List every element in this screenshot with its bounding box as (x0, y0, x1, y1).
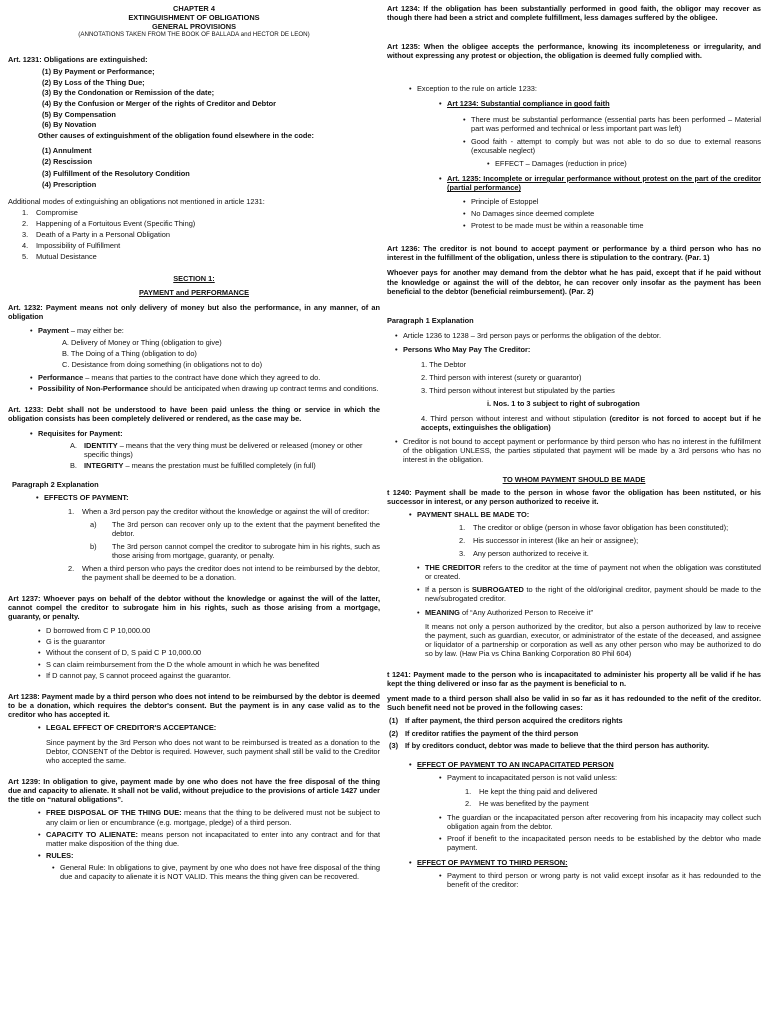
annotation-source: (ANNOTATIONS TAKEN FROM THE BOOK OF BALLADA and HECTOR DE LEON) (78, 31, 310, 39)
list-number: 3. (22, 229, 29, 239)
other-mode-item: (4) Prescription (42, 180, 97, 190)
case-number: (3) (389, 740, 399, 750)
incapacitated-item: • Proof if benefit to the incapacitated person needs to be established by the debtor who made payment. (447, 834, 761, 852)
incapacitated-heading: • EFFECT OF PAYMENT TO AN INCAPACITATED PERSON (417, 760, 761, 769)
rules-heading: • RULES: (46, 851, 380, 860)
list-item: Happening of a Fortuitous Event (Specific Thing) (36, 218, 196, 228)
integrity-label: INTEGRITY (84, 461, 124, 471)
article-1241: t 1241: Payment made to the person who is incapacitated to administer his property all be valid if he has kept the thing delivered or inso far as the payment is beneficial to n. (387, 670, 761, 689)
list-number: 2. (465, 798, 472, 808)
additional-list (8, 207, 380, 262)
modes-list (42, 67, 380, 131)
example-item: • D borrowed from C P 10,000.00 (46, 625, 380, 636)
mode-item: (2) By Loss of the Thing Due; (42, 77, 145, 87)
chapter-heading: CHAPTER 4 (173, 4, 215, 13)
who-may-item: 1. The Debtor (421, 359, 467, 369)
list-item: Mutual Desistance (36, 251, 97, 261)
case-number: (2) (389, 728, 399, 738)
mode-item: (1) By Payment or Performance; (42, 67, 155, 77)
list-number: 1. (459, 522, 466, 532)
effect-1b: The 3rd person cannot compel the creditor to subrogate him in his rights, such as those arising from mortgage, guaranty, or penalty. (112, 541, 380, 560)
legal-effect-heading: • LEGAL EFFECT OF CREDITOR'S ACCEPTANCE: (46, 723, 380, 732)
substantial-item: • Good faith - attempt to comply but was not able to do so due to external reasons (excusable neglect) (471, 137, 761, 155)
payment-text: – may either be: (68, 325, 124, 335)
nonperformance-bullet (38, 384, 380, 393)
example-item: • Without the consent of D, S paid C P 10,000.00 (46, 647, 380, 658)
free-disposal-text: means that the thing to be delivered must not be subject to any claim or lien or encumbrance (e.g. mortgage, pledge) of a third person. (46, 808, 380, 827)
article-1238: Art 1238: Payment made by a third person who does not intend to be reimbursed by the debtor is deemed to be a donation, which requires the debtor's consent. But the payment is in any case valid as to the creditor who has accepted it. (8, 691, 380, 719)
article-1241-par2: yment made to a third person shall also be valid in so far as it has redounded to the nefit of the creditor. Such benefit need not be proved in the following cases: (387, 694, 761, 713)
payment-label: Payment (38, 325, 69, 335)
capacity-bullet (46, 830, 380, 848)
meaning-heading: • MEANING of “Any Authorized Person to Receive it” (425, 608, 761, 617)
effect-1: When a 3rd person pay the creditor without the knowledge or against the will of creditor: (82, 506, 370, 516)
to-whom-heading: TO WHOM PAYMENT SHOULD BE MADE (502, 474, 646, 484)
example-item: • G is the guarantor (46, 636, 380, 647)
example-item: • S can claim reimbursement from the D the whole amount in which he was benefited (46, 659, 380, 670)
nonperformance-text: should be anticipated when drawing up contract terms and conditions. (148, 383, 379, 393)
incapacitated-item: • The guardian or the incapacitated person after recovering from his incapacity may collect such obligation again from the debtor. (447, 813, 761, 831)
effects-heading: • EFFECTS OF PAYMENT: (44, 493, 380, 502)
payment-item: A. Delivery of Money or Thing (obligation to give) (62, 338, 222, 348)
additional-modes: Additional modes of extinguishing an obligations not mentioned in article 1231: (8, 197, 265, 207)
nonperformance-label: Possibility of Non-Performance (38, 383, 149, 393)
mode-item: (6) By Novation (42, 120, 97, 130)
case-item: If after payment, the third person acquired the creditors rights (405, 716, 623, 726)
creditor-not-bound: • Creditor is not bound to accept payment or performance by third person who has no interest in the fulfillment of the obligation UNLESS, the parties stipulated that payment will be made by a 3rd persons who has no interest in the obligation. (403, 437, 761, 464)
capacity-label: CAPACITY TO ALIENATE: (46, 829, 138, 839)
other-mode-item: (2) Rescission (42, 157, 93, 167)
article-1232: Art. 1232: Payment means not only delivery of money but also the performance, in any manner, of an obligation (8, 302, 380, 321)
article-1235: Art 1235: When the obligee accepts the performance, knowing its incompleteness or irregularity, and without expressing any protest or objection, the obligation is deemed fully complied with. (387, 42, 761, 61)
right-column (387, 4, 761, 890)
payment-item: B. The Doing of a Thing (obligation to do) (62, 349, 197, 359)
list-number: 4. (22, 240, 29, 250)
performance-label: Performance (38, 372, 84, 382)
list-item: The creditor or oblige (person in whose favor obligation has been constituted); (473, 522, 729, 532)
made-to-heading: • PAYMENT SHALL BE MADE TO: (417, 510, 761, 519)
mode-item: (4) By the Confusion or Merger of the rights of Creditor and Debtor (42, 98, 277, 108)
partial-item: • No Damages since deemed complete (471, 208, 761, 220)
integrity-text: – means the prestation must be fulfilled completely (in full) (123, 461, 316, 471)
article-1236-par2: Whoever pays for another may demand from the debtor what he has paid, except that if he paid without the knowledge or against the will of the debtor, he can recover only insofar as the payment has been beneficial to the debtor (beneficial reimbursement). (Par. 2) (387, 268, 761, 296)
art-1234-subheading: • Art 1234: Substantial compliance in good faith (447, 99, 761, 108)
other-modes-list (42, 145, 380, 191)
identity-label: IDENTITY (84, 441, 118, 451)
creditor-definition: • THE CREDITOR refers to the creditor at the time of payment not when the obligation was constituted or created. (425, 563, 761, 581)
list-number: 3. (459, 549, 466, 559)
subrogation-note: i. Nos. 1 to 3 subject to right of subrogation (487, 398, 640, 408)
list-item: Any person authorized to receive it. (473, 549, 589, 559)
list-item: He was benefited by the payment (479, 798, 589, 808)
effect-2: When a third person who pays the creditor does not intend to be reimbursed by the debtor, the payment shall be deemed to be a donation. (82, 564, 380, 583)
who-may-item: 3. Third person without interest but stipulated by the parties (421, 385, 615, 395)
other-mode-item: (1) Annulment (42, 145, 92, 155)
third-person-heading: • EFFECT OF PAYMENT TO THIRD PERSON: (417, 858, 761, 867)
performance-text: – means that parties to the contract have done which they agreed to do. (83, 372, 321, 382)
free-disposal-bullet (46, 808, 380, 826)
case-number: (1) (389, 716, 399, 726)
capacity-text: means person not incapacitated to enter into any contract and for that matter make disposition of the thing due. (46, 829, 380, 848)
mode-item: (3) By the Condonation or Remission of the date; (42, 88, 215, 98)
effect-damages: • EFFECT – Damages (reduction in price) (495, 159, 761, 168)
other-causes: Other causes of extinguishment of the obligation found elsewhere in the code: (38, 130, 314, 140)
rule-item: • General Rule: In obligations to give, payment by one who does not have free disposal of the thing due and capacity to alienate it is NOT VALID. This means the thing given can be recovered. (60, 863, 380, 881)
who-may-item: 2. Third person with interest (surety or guarantor) (421, 372, 582, 382)
who-may-pay-heading: • Persons Who May Pay The Creditor: (403, 345, 761, 354)
list-number: 1. (465, 786, 472, 796)
chapter-title: EXTINGUISHMENT OF OBLIGATIONS (128, 13, 260, 23)
identity-text: – means that the very thing must be delivered or released (money or other specific things) (84, 441, 363, 460)
list-number: 5. (22, 251, 29, 261)
list-item: Compromise (36, 207, 78, 217)
other-mode-item: (3) Fulfillment of the Resolutory Condition (42, 168, 190, 178)
subrogated-note: • If a person is SUBROGATED to the right of the old/original creditor, payment should be made to the new/subrogated creditor. (425, 585, 761, 603)
exception-bullet: • Exception to the rule on article 1233: (417, 84, 761, 93)
requisites-heading: • Requisites for Payment: (38, 429, 380, 438)
list-number: 2. (22, 218, 29, 228)
free-disposal-label: FREE DISPOSAL OF THE THING DUE: (46, 808, 182, 818)
paragraph-1-item: • Article 1236 to 1238 – 3rd person pays or performs the obligation of the debtor. (403, 331, 761, 340)
meaning-body: It means not only a person authorized by the creditor, but also a person authorized by law to receive the payment, such as guardian, executor, or administrator of the estate of the deceased, and assignee or liquidator of a partnership or corporation as well as any other person who may be authorized to do so by law. (Haw Pia vs China Banking Corporation 80 Phil 604) (425, 621, 761, 658)
article-1236: Art 1236: The creditor is not bound to accept payment or performance by a third person who has no interest in the fulfillment of the obligation, unless there is stipulation to the contrary. (Par. 1) (387, 244, 761, 263)
example-item: • If D cannot pay, S cannot proceed against the guarantor. (46, 670, 380, 681)
partial-item: • Protest to be made must be within a reasonable time (471, 220, 761, 232)
mode-item: (5) By Compensation (42, 109, 116, 119)
section-title: PAYMENT and PERFORMANCE (138, 287, 250, 297)
article-1231: Art. 1231: Obligations are extinguished: (8, 55, 148, 65)
payment-item: C. Desistance from doing something (in obligations not to do) (62, 360, 263, 370)
partial-item: • Principle of Estoppel (471, 196, 761, 208)
legal-effect-text: Since payment by the 3rd Person who does not want to be reimbursed is treated as a donation to the Debtor, CONSENT of the Debtor is required. However, such payment shall still be valid to the Creditor who accepted the same. (46, 737, 380, 766)
case-item: If by creditors conduct, debtor was made to believe that the third person has authority. (405, 740, 710, 750)
list-number: 1. (22, 207, 29, 217)
article-1233: Art. 1233: Debt shall not be understood to have been paid unless the thing or service in which the obligation consists has been completely delivered or rendered, as the case may be. (8, 404, 380, 423)
article-1237: Art 1237: Whoever pays on behalf of the debtor without the knowledge or against the will of the latter, cannot compel the creditor to subrogate him in his rights, such as those arising from a mortgage, guaranty, or penalty. (8, 594, 380, 622)
section-heading: SECTION 1: (173, 273, 215, 283)
list-item: Death of a Party in a Personal Obligation (36, 229, 170, 239)
left-column: CHAPTER 4 EXTINGUISHMENT OF OBLIGATIONS GENERAL PROVISIONS (ANNOTATIONS TAKEN FROM THE BOOK OF BALLADA and HECTOR DE LEON) Art. 1231: Obligations are extinguished: (1) By Payment or Performance; (2) By Loss of the Thing Due; (3) By the Condonation or Remission of the date; (4) By the Confusion or Merger of the rights of Creditor and Debtor (5) By Compensation (6) By Novation Other causes of extinguishment of the obligation found elsewhere in the code: (1) Annulment (2) Rescission (3) Fulfillment of the Resolutory Condition (4) Prescription Additional modes of extinguishing an obligations not mentioned in article 1231: 1. Compromise 2. Happening of a Fortuitous Event (Specific Thing) 3. Death of a Party in a Personal Obligation 4. Impossibility of Fulfillment 5. Mutual Desistance SECTION 1: PAYMENT and PERFORMANCE Art. 1232: Payment means not only delivery of money but also the performance, in any manner, of an obligation • Payment – may either be: A. Delivery of Money or Thing (obligation to give) B. The Doing of a Thing (obligation to do) C. Desistance from doing something (in obligations not to do) • Performance – means that parties to the contract have done which they agreed to do. • Possibility of Non-Performance should be anticipated when drawing up contract terms and conditions. Art. 1233: Debt shall not be understood to have been paid unless the thing or service in which the obligation consists has been completely delivered or rendered, as the case may be. • Requisites for Payment: A. IDENTITY – means that the very thing must be delivered or released (money or other specific things) B. INTEGRITY – means the prestation must be fulfilled completely (in full) Paragraph 2 Explanation • EFFECTS OF PAYMENT: 1. When a 3rd person pay the creditor without the knowledge or against the will of creditor: a) The 3rd person can recover only up to the extent that the payment benefited the debtor. b) The 3rd person cannot compel the creditor to subrogate him in his rights, such as those arising from mortgage, guaranty, or penalty. 2. When a third person who pays the creditor does not intend to be reimbursed by the debtor, the payment shall be deemed to be a donation. Art 1237: Whoever pays on behalf of the debtor without the knowledge or against the will of the latter, cannot compel the creditor to subrogate him in his rights, such as those arising from a mortgage, guaranty, or penalty. • D borrowed from C P 10,000.00 • G is the guarantor • Without the consent of D, S paid C P 10,000.00 • S can claim reimbursement from the D the whole amount in which he was benefited • If D cannot pay, S cannot proceed against the guarantor. Art 1238: Payment made by a third person who does not intend to be reimbursed by the debtor is deemed to be a donation, which requires the debtor's consent. But the payment is in any case valid as to the creditor who has accepted it. • LEGAL EFFECT OF CREDITOR'S ACCEPTANCE: Since payment by the 3rd Person who does not want to be reimbursed is treated as a donation to the Debtor, CONSENT of the Debtor is required. However, such payment shall still be valid to the Creditor who accepted the same. Art 1239: In obligation to give, payment made by one who does not have the free disposal of the thing due and capacity to alienate. It shall not be valid, without prejudice to the provisions of article 1427 under the title on “natural obligations”. • FREE DISPOSAL OF THE THING DUE: means that the thing to be delivered must not be subject to any claim or lien or encumbrance (e.g. mortgage, pledge) of a third person. • CAPACITY TO ALIENATE: means person not incapacitated to enter into any contract and for that matter make disposition of the thing due. • RULES: • General Rule: In obligations to give, payment by one who does not have free disposal of the thing due and capacity to alienate it is NOT VALID. This means the thing given can be recovered. (8, 4, 380, 881)
paragraph-1-heading: Paragraph 1 Explanation (387, 315, 474, 325)
list-item: His successor in interest (like an heir or assignee); (473, 536, 639, 545)
third-person-item: • Payment to third person or wrong party is not valid except insofar as it has redounded to the benefit of the creditor: (447, 871, 761, 889)
incapacitated-intro: • Payment to incapacitated person is not valid unless: (447, 773, 761, 782)
case-item: If creditor ratifies the payment of the third person (405, 728, 579, 738)
payment-bullet (38, 326, 380, 335)
art-1235-subheading: • Art. 1235: Incomplete or irregular performance without protest on the part of the creditor (partial performance) (447, 174, 761, 192)
who-may-item-4: 4. Third person without interest and without stipulation (creditor is not forced to accept but if he accepts, extinguishes the obligation) (421, 414, 761, 433)
paragraph-2-heading: Paragraph 2 Explanation (12, 480, 99, 490)
article-1240: t 1240: Payment shall be made to the person in whose favor the obligation has been nstituted, or his successor in interest, or any person authorized to receive it. (387, 487, 761, 506)
chapter-subtitle: GENERAL PROVISIONS (151, 22, 237, 32)
effect-1a: The 3rd person can recover only up to the extent that the payment benefited the debtor. (112, 519, 380, 538)
performance-bullet (38, 373, 380, 382)
article-1239: Art 1239: In obligation to give, payment made by one who does not have the free disposal of the thing due and capacity to alienate. It shall not be valid, without prejudice to the provisions of article 1427 under the title on “natural obligations”. (8, 777, 380, 805)
list-number: 2. (459, 536, 466, 545)
list-item: He kept the thing paid and delivered (479, 786, 598, 796)
list-item: Impossibility of Fulfillment (36, 240, 121, 250)
article-1234: Art 1234: If the obligation has been substantially performed in good faith, the obligor may recover as though there had been a strict and complete fulfillment, less damages suffered by the obligee. (387, 4, 761, 23)
substantial-item: • There must be substantial performance (essential parts has been performed – Material part was performed and technical or less important part was left) (471, 115, 761, 133)
